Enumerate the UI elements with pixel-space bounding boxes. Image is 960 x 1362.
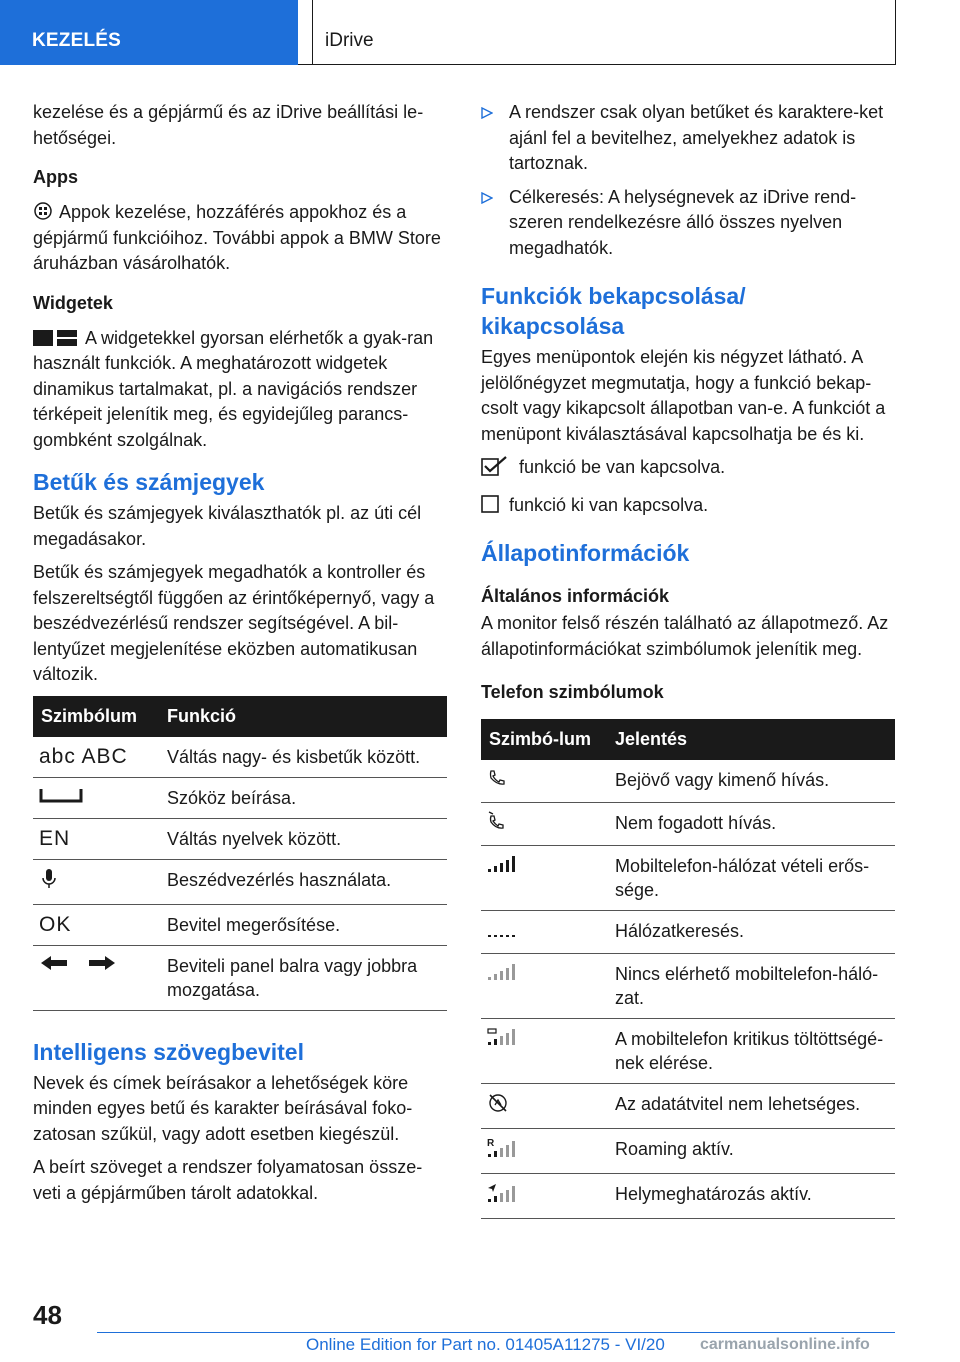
- symbol-cell: [481, 1019, 607, 1084]
- symbol-cell: [481, 911, 607, 954]
- bullet-text: Célkeresés: A helységnevek az iDrive rend-szeren rendelkezésre álló összes nyelven megadhatók.: [509, 186, 857, 258]
- page-number: 48: [33, 1300, 62, 1330]
- letters-paragraph-1: Betűk és számjegyek kiválaszthatók pl. az úti cél megadásakor.: [33, 503, 422, 549]
- list-item: [481, 100, 895, 177]
- header-divider: [298, 64, 312, 65]
- unchecked-row: [481, 493, 895, 519]
- general-paragraph: A monitor felső részén található az állapotmező. Az állapotinformációkat szimbólumok jelenítik meg.: [481, 613, 889, 659]
- symbol-cell: [481, 760, 607, 803]
- language-symbol: EN: [39, 826, 71, 850]
- table-row: [33, 818, 447, 859]
- table-row: [481, 954, 895, 1019]
- symbol-cell: [481, 954, 607, 1019]
- checked-row: [481, 455, 895, 481]
- page-title: iDrive: [325, 30, 374, 51]
- letters-heading: Betűk és számjegyek: [33, 469, 265, 495]
- widgets-icon: [33, 329, 79, 347]
- svg-text:R: R: [487, 1138, 495, 1149]
- intro-paragraph: kezelése és a gépjármű és az iDrive beállítási le-hetőségei.: [33, 102, 424, 148]
- header-title-box: [312, 0, 896, 65]
- meaning-cell: Nincs elérhető mobiltelefon-háló-zat.: [607, 954, 895, 1019]
- table-row: [481, 803, 895, 846]
- meaning-cell: Az adatátvitel nem lehetséges.: [607, 1084, 895, 1129]
- symbol-cell: [33, 818, 159, 859]
- table-header-symbol: Szimbólum: [33, 696, 159, 737]
- roaming-icon: [487, 1137, 517, 1159]
- battery-low-icon: [487, 1027, 517, 1047]
- widgets-title: Widgetek: [33, 292, 113, 313]
- network-search-icon: [487, 919, 517, 939]
- ok-symbol: OK: [39, 912, 72, 936]
- function-cell: Szóköz beírása.: [159, 777, 447, 818]
- table-row: [481, 1019, 895, 1084]
- table-row: [481, 846, 895, 911]
- no-data-icon: [487, 1092, 509, 1114]
- meaning-cell: Helymeghatározás aktív.: [607, 1174, 895, 1219]
- bullet-list: [481, 100, 895, 261]
- symbol-cell: [33, 737, 159, 778]
- table-header-row: [481, 719, 895, 760]
- symbol-cell: [33, 945, 159, 1010]
- phone-symbol-table: [481, 719, 895, 1219]
- apps-title: Apps: [33, 167, 78, 187]
- meaning-cell: Roaming aktív.: [607, 1129, 895, 1174]
- unchecked-text: funkció ki van kapcsolva.: [509, 494, 709, 515]
- symbol-cell: [481, 846, 607, 911]
- function-cell: Váltás nyelvek között.: [159, 818, 447, 859]
- section-tab: KEZELÉS: [0, 0, 298, 65]
- widgets-paragraph: [33, 326, 447, 454]
- symbol-cell: [481, 803, 607, 846]
- symbol-cell: [33, 859, 159, 904]
- meaning-cell: Bejövő vagy kimenő hívás.: [607, 760, 895, 803]
- table-row: [33, 945, 447, 1010]
- general-title: Általános információk: [481, 586, 670, 606]
- function-cell: Váltás nagy- és kisbetűk között.: [159, 737, 447, 778]
- keyboard-symbol-table: [33, 696, 447, 1011]
- table-row: [33, 737, 447, 778]
- table-row: [33, 777, 447, 818]
- watermark-text: carmanualsonline.info: [700, 1336, 870, 1353]
- edition-text: Online Edition for Part no. 01405A11275 - VI/20: [306, 1335, 665, 1354]
- table-row: [481, 1129, 895, 1174]
- table-row: [33, 859, 447, 904]
- function-toggle-paragraph: Egyes menüpontok elején kis négyzet látható. A jelölőnégyzet megmutatja, hogy a funkció bekap-csolt vagy kikapcsolt állapotban van-e. A funkciót a menüpont kiválasztásával kapcsolhatja be és ki.: [481, 347, 886, 444]
- right-column: [481, 100, 895, 1219]
- phone-call-icon: [487, 768, 507, 788]
- table-header-row: [33, 696, 447, 737]
- table-row: [481, 1084, 895, 1129]
- triangle-bullet-icon: [481, 192, 493, 204]
- function-cell: Bevitel megerősítése.: [159, 904, 447, 945]
- function-cell: Beviteli panel balra vagy jobbra mozgatása.: [159, 945, 447, 1010]
- signal-full-icon: [487, 854, 517, 874]
- symbol-cell: [481, 1174, 607, 1219]
- location-icon: [487, 1182, 517, 1204]
- status-heading: Állapotinformációk: [481, 540, 690, 566]
- table-row: [33, 904, 447, 945]
- table-row: [481, 1174, 895, 1219]
- symbol-cell: [33, 777, 159, 818]
- phone-symbols-title: Telefon szimbólumok: [481, 682, 664, 702]
- meaning-cell: A mobiltelefon kritikus töltöttségé-nek elérése.: [607, 1019, 895, 1084]
- checkbox-unchecked-icon: [481, 494, 499, 514]
- apps-paragraph: [33, 200, 447, 277]
- microphone-icon: [39, 868, 59, 890]
- letters-paragraph-2: Betűk és számjegyek megadhatók a kontroller és felszereltségtől függően az érintőképernyő, vagy a beszédvezérlésű rendszer segítségével. A bil-lentyűzet megjelenítése eközben automatikusan változik.: [33, 562, 435, 684]
- missed-call-icon: [487, 811, 507, 831]
- checked-text: funkció be van kapcsolva.: [519, 457, 726, 477]
- footer-divider: [97, 1332, 895, 1333]
- meaning-cell: Hálózatkeresés.: [607, 911, 895, 954]
- smart-paragraph-1: Nevek és címek beírásakor a lehetőségek köre minden egyes betű és karakter beírásával foko-zatosan szűkül, vagy adott esetben kiegészül.: [33, 1072, 413, 1144]
- symbol-cell: [481, 1084, 607, 1129]
- triangle-bullet-icon: [481, 107, 493, 119]
- checkbox-checked-icon: [481, 456, 509, 476]
- smart-paragraph-2: A beírt szöveget a rendszer folyamatosan össze-veti a gépjárműben tárolt adatokkal.: [33, 1157, 423, 1203]
- case-toggle-symbol: abc ABC: [39, 744, 128, 768]
- apps-text: Appok kezelése, hozzáférés appokhoz és a gépjármű funkcióihoz. További appok a BMW Store áruházban vásárolhatók.: [33, 202, 441, 273]
- table-row: [481, 760, 895, 803]
- table-row: [481, 911, 895, 954]
- apps-icon: [33, 201, 53, 221]
- symbol-cell: [481, 1129, 607, 1174]
- table-header-function: Funkció: [159, 696, 447, 737]
- arrows-icon: [39, 954, 117, 972]
- symbol-cell: [33, 904, 159, 945]
- meaning-cell: Nem fogadott hívás.: [607, 803, 895, 846]
- space-icon: [39, 786, 83, 804]
- meaning-cell: Mobiltelefon-hálózat vételi erős-sége.: [607, 846, 895, 911]
- table-header-symbol: Szimbó-lum: [481, 719, 607, 760]
- list-item: [481, 185, 895, 262]
- left-column: [33, 100, 447, 1214]
- widgets-text: A widgetekkel gyorsan elérhetők a gyak-ran használt funkciók. A meghatározott widgetek dinamikus tartalmakat, pl. a navigációs rendszer térképeit jelenítik meg, és egyidejűleg parancs-gombként szolgálnak.: [33, 327, 434, 450]
- no-network-icon: [487, 962, 517, 982]
- smart-heading: Intelligens szövegbevitel: [33, 1038, 304, 1065]
- function-toggle-heading: Funkciók bekapcsolása/ kikapcsolása: [481, 283, 746, 339]
- function-cell: Beszédvezérlés használata.: [159, 859, 447, 904]
- bullet-text: A rendszer csak olyan betűket és karaktere-ket ajánl fel a bevitelhez, amelyekhez adatok is tartoznak.: [509, 102, 884, 173]
- table-header-meaning: Jelentés: [607, 719, 895, 760]
